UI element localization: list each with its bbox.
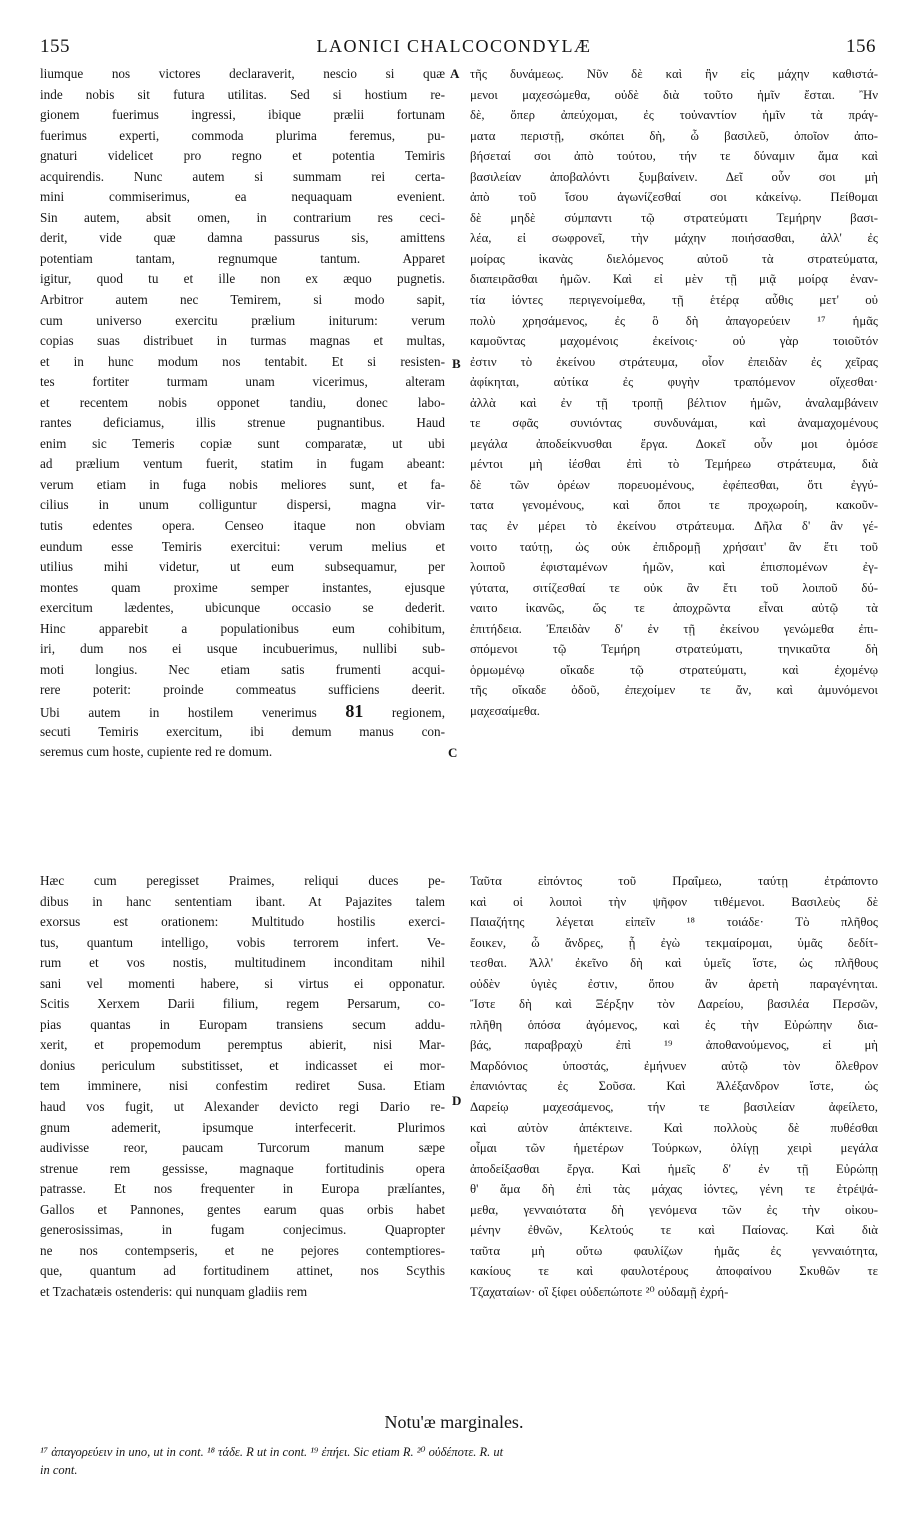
text-line: Ἴστε δὴ καὶ Ξέρξην τὸν Δαρείου, βασιλέα Περσῶν, [470, 997, 878, 1012]
text-line: haud vos fugit, ut Alexander devicto regi Dario re- [40, 1099, 445, 1115]
text-line: Hæc cum peregisset Praimes, reliqui duces pe- [40, 873, 445, 888]
text-line: ἀφίκηται, αὐτίκα ἐς φυγὴν τραπόμενον οἴχεσθαι· [470, 375, 878, 390]
text-line: ὁρμωμένῳ οἴκαδε τῷ στρατεύματι, καὶ ἐχομένῳ [470, 662, 878, 677]
text-line: ἐπανιόντας ἐς Σοῦσα. Καὶ Ἀλέξανδρον ἴστε, ὡς [470, 1079, 878, 1094]
text-line: strenue rem gessisse, magnaque fortitudinis opera [40, 1160, 445, 1176]
text-line: θ' ἅμα δὴ ἐπὶ τὰς μάχας ἰόντες, γένη τε ἐτρέψά- [470, 1182, 878, 1197]
text-line: ἀποδείξασθαι ἔργα. Καὶ ἡμεῖς δ' ἐν τῇ Εὐρώπῃ [470, 1161, 878, 1176]
text-line: tus, quantum intelligo, vobis terrorem infert. Ve- [40, 934, 445, 950]
margin-letter-b: B [452, 356, 461, 371]
text-line: derit, vide quæ damna passurus sis, amittens [40, 230, 445, 246]
text-line: λέα, εἰ σωφρονεῖ, τὴν μάχην ποιήσασθαι, ἀλλ' ἐς [470, 231, 878, 246]
text-line: Ταῦτα εἰπόντος τοῦ Πραΐμεω, ταύτῃ ἐτράποντο [470, 874, 878, 888]
text-line: copias suas distribuet in turmas magnas et multas, [40, 333, 445, 349]
text-line: tutis edentes opera. Censeo itaque non obviam [40, 518, 445, 534]
text-line: sani vel momenti habere, si virtus ei opponatur. [40, 975, 445, 991]
latin-column-upper [40, 64, 445, 763]
text-line: exorsus est orationem: Multitudo hostilis exerci- [40, 914, 445, 930]
text-line: patrasse. Et nos frequenter in Europa prælíantes, [40, 1181, 445, 1197]
greek-column-lower [470, 871, 878, 1302]
text-line: πλῆθη ὁπόσα ἀγόμενος, καὶ ἐς τὴν Εὐρώπην δια- [470, 1017, 878, 1032]
text-line: enim sic Temeris copiæ sunt comparatæ, ut ubi [40, 435, 445, 451]
text-line: μενοι μαχεσώμεθα, οὐδὲ διὰ τοῦτο ἡμῖν ἔσται. Ἢν [470, 87, 878, 102]
text-line: μένην ἐθνῶν, Κελτούς τε καὶ Παίονας. Καὶ διὰ [470, 1223, 878, 1238]
text-line: cum universo exercitu prælium initurum: verum [40, 312, 445, 328]
text-line: ¹⁷ ἀπαγορεύειν in uno, ut in cont. ¹⁸ τάδε. R ut in cont. ¹⁹ ἐπήει. Sic etiam R. ²⁰ οὐδέποτε. R. ut [40, 1445, 504, 1459]
text-line: σπόμενοι τῷ Τεμήρη στρατεύματι, τηνικαῦτα δὴ [470, 642, 878, 657]
text-line: liumque nos victores declaraverit, nescio si quæ [40, 66, 445, 81]
text-line: moti longius. Nec etiam satis frumenti acqui- [40, 661, 445, 677]
text-line: utilius mihi videtur, ut eum subsequamur, per [40, 559, 445, 575]
text-line: Τζαχαταίων· οἳ ξίφει οὐδεπώποτε ²⁰ οὐδαμῇ ἐχρή- [470, 1284, 729, 1299]
text-line: rum et vos nostis, multitudinem inconditam nihil [40, 955, 445, 971]
text-fragment: regionem, [391, 704, 445, 720]
text-line: Arbitror autem nec Temirem, si modo sapit, [40, 292, 445, 308]
notes-heading: Notu'æ marginales. [384, 1412, 524, 1432]
folio-number: 81 [345, 700, 364, 721]
text-line: ne nos contempseris, et ne pejores contemptiores- [40, 1242, 445, 1258]
text-line: potentiam tantam, regnumque tantum. Apparet [40, 250, 445, 266]
text-line: τῆς δυνάμεως. Νῦν δὲ καὶ ἢν εἰς μάχην καθιστά- [470, 67, 878, 81]
text-line: gionem fuerimus ingressi, ibique prælii fortunam [40, 107, 445, 123]
text-line: secuti Temiris exercitum, ibi demum manus con- [40, 723, 445, 739]
text-line: fuerimus experti, commoda plurima feremus, pu- [40, 127, 445, 143]
text-line: donius periculum substitisset, et indicasset ei mor- [40, 1057, 445, 1073]
text-line: ναιτο ἱκανῶς, ὥς τε ἀποχρῶντα εἶναι αὐτῷ τὰ [470, 601, 878, 616]
text-line: et Tzachatæis ostenderis: qui nunquam gladiis rem [40, 1283, 308, 1299]
text-line: igitur, quod tu et ille non ex æquo pugnetis. [40, 271, 445, 287]
text-line: ἔοικεν, ὦ ἄνδρες, ᾗ ἐγὼ τεκμαίρομαι, ὑμᾶς δεδίτ- [470, 935, 878, 950]
text-line: ad prælium ventum fuerit, statim in fugam abeant: [40, 456, 445, 472]
text-line: ταῦτα μὴ οὕτω φαυλίζων ἡμᾶς ἐς γενναιότητα, [470, 1243, 878, 1258]
text-line [40, 701, 445, 722]
text-line: πολὺ χρησάμενος, ἐς ὃ δὴ ἀπαγορεύειν ¹⁷ ἡμᾶς [470, 313, 878, 328]
latin-column-lower [40, 871, 445, 1302]
text-line: τας ἐν μέρει τὸ ἐκείνου στράτευμα. Δῆλα δ' ἂν γέ- [470, 519, 878, 534]
text-line: xerit, et propemodum peremptus abierit, nisi Mar- [40, 1037, 445, 1053]
text-line: pias quantas in Europam transiens secum addu- [40, 1016, 445, 1032]
text-line: rantes deficiamus, illis strenue pugnantibus. Haud [40, 415, 445, 431]
text-line: ἀλλὰ καὶ ἐν τῇ τροπῇ βέλτιον ἡμῶν, ἀναλαμβάνειν [470, 395, 878, 410]
text-line: acquirendis. Nunc autem si summam rei certa- [40, 168, 445, 184]
text-line: γύτατα, σιτίζεσθαί τε οὐκ ἂν ἔτι τοῦ λοιποῦ δύ- [470, 580, 878, 595]
page-number-left: 155 [40, 36, 70, 57]
text-line: τε σφᾶς συνιόντας συνδυνάμαι, καὶ ἀναμαχομένους [470, 416, 878, 431]
text-line: μεγάλα ἀποδείκνυσθαι ἔργα. Δοκεῖ οὖν μοι ὁμόσε [470, 436, 878, 451]
text-line: δὲ μηδὲ σύμπαντι τῷ στρατεύματι Τεμήρην βασι- [470, 210, 878, 225]
greek-column-upper [470, 64, 878, 722]
text-line: in cont. [40, 1463, 78, 1477]
text-line: montes quam proxime semper instantes, ejusque [40, 579, 445, 595]
text-line: tes fortiter turmam unam vicerimus, alteram [40, 374, 445, 390]
text-line: νοιτο ταύτῃ, ὡς οὐκ ἐπιδρομῇ χρήσαιτ' ἂν ἔτι τοῦ [470, 539, 878, 554]
text-line: Μαρδόνιος ὑποστάς, ἐμήνυεν αὐτῷ τὸν ὄλεθρον [470, 1058, 878, 1073]
text-line: τατα γενομένους, καὶ ὅποι τε προχωροίη, κακοῦν- [470, 498, 878, 513]
text-line: βασιλείαν ἀποβαλόντι ξυμβαίνειν. Δεῖ οὖν σοι μὴ [470, 169, 878, 184]
text-line: tem imminere, nisi confestim rediret Susa. Etiam [40, 1078, 445, 1094]
text-line: οὐδὲν ὑγιὲς ἐστιν, ὅπου ἂν ἀρετὴ παραγένηται. [470, 976, 878, 991]
text-line: Δαρείῳ μαχεσάμενος, τήν τε βασιλείαν ἀφείλετο, [470, 1100, 878, 1115]
text-line: et recentem nobis opponet tandiu, donec labo- [40, 394, 445, 410]
text-line: δὲ τῶν ὀρέων πορευομένους, ἐφέπεσθαι, ὅτι ἐγγύ- [470, 477, 878, 492]
text-line: τῆς οἴκαδε ὁδοῦ, ἐπεχοίμεν τε ἄν, καὶ ἀμυνόμενοι [470, 683, 878, 698]
text-line: exercitum lædentes, ubicunque occasio se dederit. [40, 600, 445, 616]
running-title: LAONICI CHALCOCONDYLÆ [316, 36, 592, 56]
marginal-notes [40, 1443, 878, 1479]
text-line: iri, dum nos ei usque incubuerimus, nullibi sub- [40, 641, 445, 657]
page-number-right: 156 [846, 36, 876, 57]
margin-letter-a: A [450, 66, 460, 81]
text-line: Sin autem, absit omen, in contrarium res ceci- [40, 209, 445, 225]
text-line: ἐστιν τὸ ἐκείνου στράτευμα, οἷον ἐπειδὰν ἐς χεῖρας [470, 354, 878, 369]
text-line: βήσεταί σοι ἀπὸ τούτου, τήν τε δύναμιν ἅμα καὶ [470, 149, 878, 164]
text-line: gnum ademerit, ipsumque interfecerit. Plurimos [40, 1119, 445, 1135]
margin-letter-c: C [448, 745, 458, 760]
text-line: ματα περιστῇ, σκόπει δὴ, ὦ βασιλεῦ, ὁποῖον ἀπο- [470, 128, 878, 143]
text-line: cilius in unum colliguntur dispersi, magna vir- [40, 497, 445, 513]
text-line: οἶμαι τῶν ἡμετέρων Τούρκων, ὀλίγῃ χειρὶ μεγάλα [470, 1141, 878, 1156]
text-line: et in hunc modum nos tentabit. Et si resisten- [40, 353, 445, 369]
margin-letter-d: D [452, 1093, 462, 1108]
text-line: ἀπὸ τοῦ ἴσου ἀγωνίζεσθαί σοι κἀκείνῳ. Πείθομαι [470, 190, 878, 205]
text-line: τία ἰόντες περιγενοίμεθα, τῇ ἑτέρᾳ αὖθις μετ' οὐ [470, 293, 878, 308]
text-line: μέντοι μὴ ἰέσθαι ἐπὶ τὸ Τεμήρεω στράτευμα, διὰ [470, 457, 878, 472]
text-line: τεσθαι. Ἀλλ' ἐκεῖνο δὴ καὶ ὑμεῖς ἴστε, ὡς πλῆθους [470, 956, 878, 971]
text-line: κακίους τε καὶ φαυλοτέρους ἀποφαίνου Σκυθῶν τε [470, 1264, 878, 1279]
text-line: μαχεσαίμεθα. [470, 703, 540, 718]
text-line: δὲ, ὅπερ ἀπεύχομαι, ἐς τοὐναντίον ἡμῖν τὰ πράγ- [470, 108, 878, 123]
text-line: Scitis Xerxem Darii filium, regem Persarum, co- [40, 996, 445, 1012]
text-line: μεθα, γενναιότατα δὴ γενόμενα τῶν ἐς τὴν οἰκου- [470, 1202, 878, 1217]
text-line: audivisse reor, paucam Turcorum manum sæpe [40, 1140, 445, 1156]
text-line: eundum esse Temiris exercitui: verum melius et [40, 538, 445, 554]
text-line: Gallos et Pannones, gentes earum quas orbis habet [40, 1201, 445, 1217]
text-line: λοιποῦ ἐφισταμένων ἡμῶν, καὶ ἐπισπομένων ἐγ- [470, 560, 878, 575]
text-line: καὶ οἱ λοιποὶ τὴν ψῆφον τιθέμενοι. Βασιλεὺς δὲ [470, 894, 878, 909]
text-line: seremus cum hoste, cupiente red re domum. [40, 744, 273, 760]
text-line: μοίρας ἱκανὰς διελόμενος αὐτοῦ τὰ στρατεύματα, [470, 251, 878, 266]
text-line: que, quantum ad fortitudinem attinet, nos Scythis [40, 1263, 445, 1279]
text-line: ἐπιτήδεια. Ἐπειδὰν δ' ἐν τῇ ἐκείνου γενώμεθα ἐπι- [470, 621, 878, 636]
text-line: Παιαζήτης λέγεται εἰπεῖν ¹⁸ τοιάδε· Τὸ πλῆθος [470, 915, 878, 930]
text-line: generosissimas, in fugam conjecimus. Quapropter [40, 1222, 445, 1238]
text-line: mini commiserimus, ea nequaquam evenient. [40, 189, 445, 205]
text-line: καμοῦντας μαχομένοις ἐκείνοις· οὐ γὰρ τοιοῦτόν [470, 334, 878, 349]
text-line: διαπειρᾶσθαι ἡμῶν. Καὶ εἰ μὲν τῇ μιᾷ μοίρᾳ ἐναν- [470, 272, 878, 287]
text-fragment: Ubi autem in hostilem venerimus [40, 704, 317, 720]
text-line: dibus in hanc sententiam ibant. At Pajazites talem [40, 893, 445, 909]
text-line: Hinc apparebit a populationibus eum cohibitum, [40, 620, 445, 636]
text-line: inde nobis sit futura utilitas. Sed si hostium re- [40, 86, 445, 102]
text-line: rere poterit: proinde commeatus sufficiens deerit. [40, 682, 445, 698]
text-line: καὶ αὐτὸν ἀπέκτεινε. Καὶ πολλοὺς δὲ πυθέσθαι [470, 1120, 878, 1135]
text-line: verum etiam in fuga nobis meliores sunt, et fa- [40, 476, 445, 492]
text-line: gnaturi videlicet pro regno et potentia Temiris [40, 148, 445, 164]
text-line: βάς, παραβραχὺ ἐπὶ ¹⁹ ἀποθανούμενος, εἰ μὴ [470, 1038, 878, 1053]
